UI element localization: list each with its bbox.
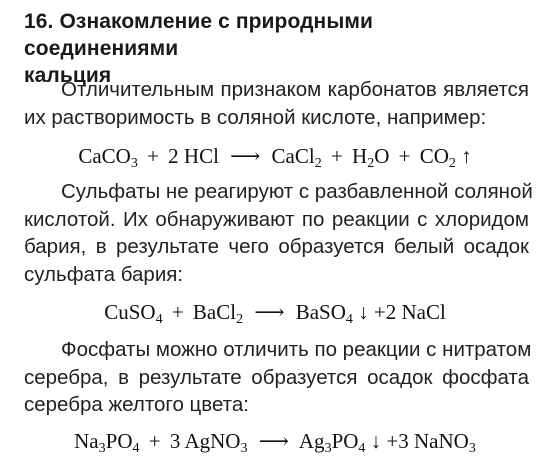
paragraph-line: их растворимость в соляной кислоте, например:	[24, 105, 487, 129]
eq-subscript: 2	[367, 156, 375, 171]
eq-term: BaSO	[295, 300, 346, 324]
eq-coefficient: 3	[169, 429, 181, 453]
equation-phosphate	[0, 426, 550, 456]
paragraph-line: Отличительным признаком карбонатов является	[61, 78, 529, 101]
eq-term: BaCl	[192, 300, 237, 324]
paragraph-line: Фосфаты можно отличить по реакции с нитратом	[61, 338, 532, 361]
paragraph-carbonates	[24, 76, 529, 131]
precipitate-arrow-icon: ↓	[370, 429, 382, 453]
reaction-arrow: ⟶	[230, 144, 261, 168]
eq-subscript: 4	[345, 312, 353, 327]
eq-term: O	[374, 144, 390, 168]
eq-term: CaCl	[271, 144, 315, 168]
eq-subscript: 3	[98, 441, 106, 456]
eq-term: CaCO	[78, 144, 131, 168]
eq-term: CO	[419, 144, 449, 168]
eq-coefficient: 2	[168, 144, 179, 168]
paragraph-line: бария, в результате чего образуется белый осадок	[24, 235, 529, 258]
eq-coefficient: +2	[373, 300, 397, 324]
eq-plus: +	[148, 429, 161, 453]
eq-plus: +	[147, 144, 159, 168]
eq-term: PO	[331, 429, 359, 453]
paragraph-phosphates	[24, 336, 532, 419]
eq-term: CuSO	[104, 300, 156, 324]
equation-carbonate	[0, 141, 550, 171]
section-title-line1: Ознакомление с природными соединениями	[24, 10, 374, 60]
paragraph-line: серебра желтого цвета:	[24, 393, 249, 416]
eq-plus: +	[171, 300, 184, 324]
eq-subscript: 3	[130, 156, 138, 171]
eq-coefficient: +3	[386, 429, 409, 453]
eq-term: AgNO	[184, 429, 241, 453]
eq-subscript: 4	[358, 441, 366, 456]
section-title-line2: кальция	[24, 64, 112, 87]
reaction-arrow: ⟶	[258, 429, 289, 453]
eq-subscript: 2	[236, 312, 244, 327]
eq-term: Na	[74, 429, 99, 453]
eq-term: NaCl	[401, 300, 446, 324]
paragraph-line: Сульфаты не реагируют с разбавленной соляной	[61, 180, 533, 203]
paragraph-line: кислотой. Их обнаруживают по реакции с хлоридом	[24, 207, 529, 231]
eq-subscript: 3	[240, 441, 248, 456]
paragraph-line: сульфата бария:	[24, 262, 184, 286]
section-number: 16.	[24, 10, 54, 33]
eq-subscript: 2	[448, 156, 456, 171]
eq-subscript: 3	[468, 441, 476, 456]
reaction-arrow: ⟶	[254, 300, 285, 324]
eq-term: Ag	[298, 429, 325, 453]
eq-term: HCl	[183, 144, 219, 168]
eq-subscript: 4	[132, 441, 140, 456]
eq-subscript: 4	[155, 312, 163, 327]
eq-plus: +	[330, 144, 343, 168]
eq-term: H	[352, 144, 368, 168]
equation-sulfate	[0, 297, 550, 327]
eq-subscript: 2	[314, 156, 322, 171]
precipitate-arrow-icon: ↓	[358, 300, 369, 324]
eq-term: NaNO	[414, 429, 469, 453]
paragraph-line: серебра, в результате образуется осадок фосфата	[24, 365, 529, 389]
eq-subscript: 3	[324, 441, 332, 456]
gas-arrow-icon: ↑	[461, 144, 472, 168]
eq-term: PO	[105, 429, 133, 453]
eq-plus: +	[398, 144, 411, 168]
paragraph-sulfates	[24, 178, 533, 288]
